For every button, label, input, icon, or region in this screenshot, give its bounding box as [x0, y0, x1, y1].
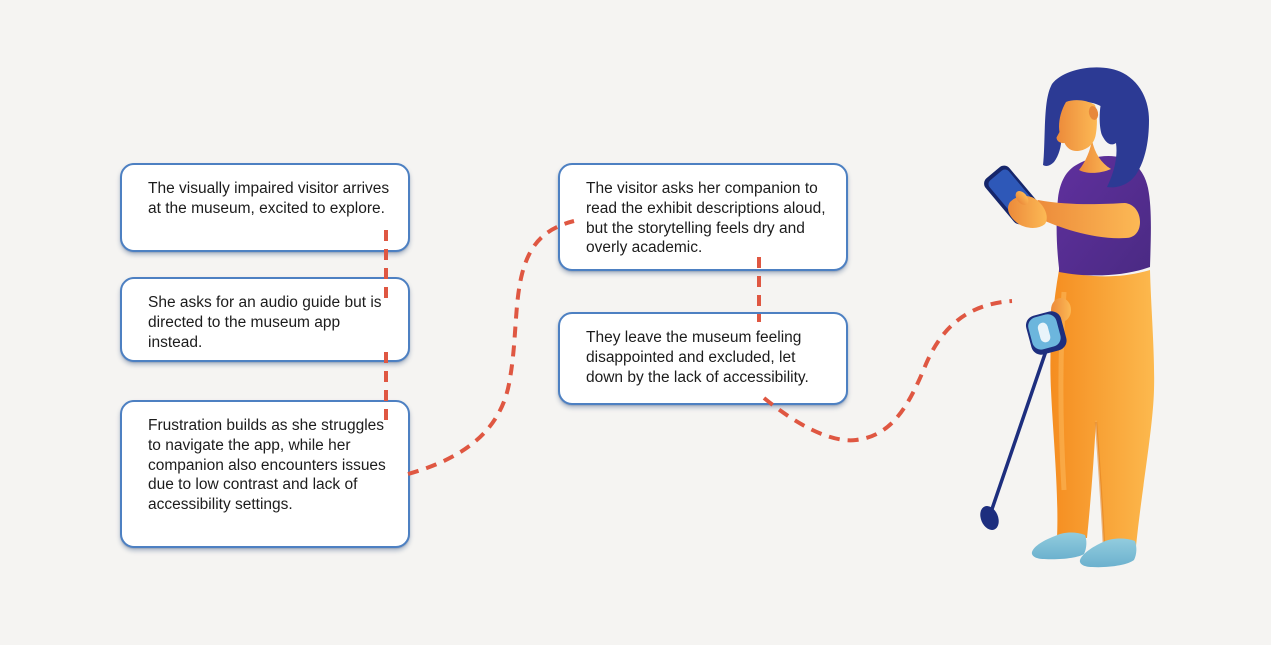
journey-step-5-card [558, 312, 848, 405]
journey-step-1-text: The visually impaired visitor arrives at the museum, excited to explore. [148, 180, 390, 217]
connector-step3-to-step4 [408, 221, 574, 474]
visually-impaired-visitor-illustration [960, 60, 1180, 580]
forearm [1034, 200, 1140, 238]
journey-step-4-card [558, 163, 848, 271]
journey-step-3-text: Frustration builds as she struggles to navigate the app, while her companion also encounters issues due to low contrast and lack of accessibility settings. [148, 417, 386, 514]
left-shoe [1032, 532, 1087, 559]
right-shoe [1080, 538, 1137, 567]
white-cane [991, 348, 1047, 512]
journey-step-3-card [120, 400, 410, 548]
journey-step-2-text: She asks for an audio guide but is directed to the museum app instead. [148, 294, 382, 351]
journey-step-5-text: They leave the museum feeling disappointed and excluded, let down by the lack of accessibility. [586, 329, 809, 386]
journey-step-2-card [120, 277, 410, 362]
journey-step-1-card [120, 163, 410, 252]
journey-step-4-text: The visitor asks her companion to read the exhibit descriptions aloud, but the storytelling feels dry and overly academic. [586, 180, 826, 257]
cane-tip [977, 503, 1002, 533]
